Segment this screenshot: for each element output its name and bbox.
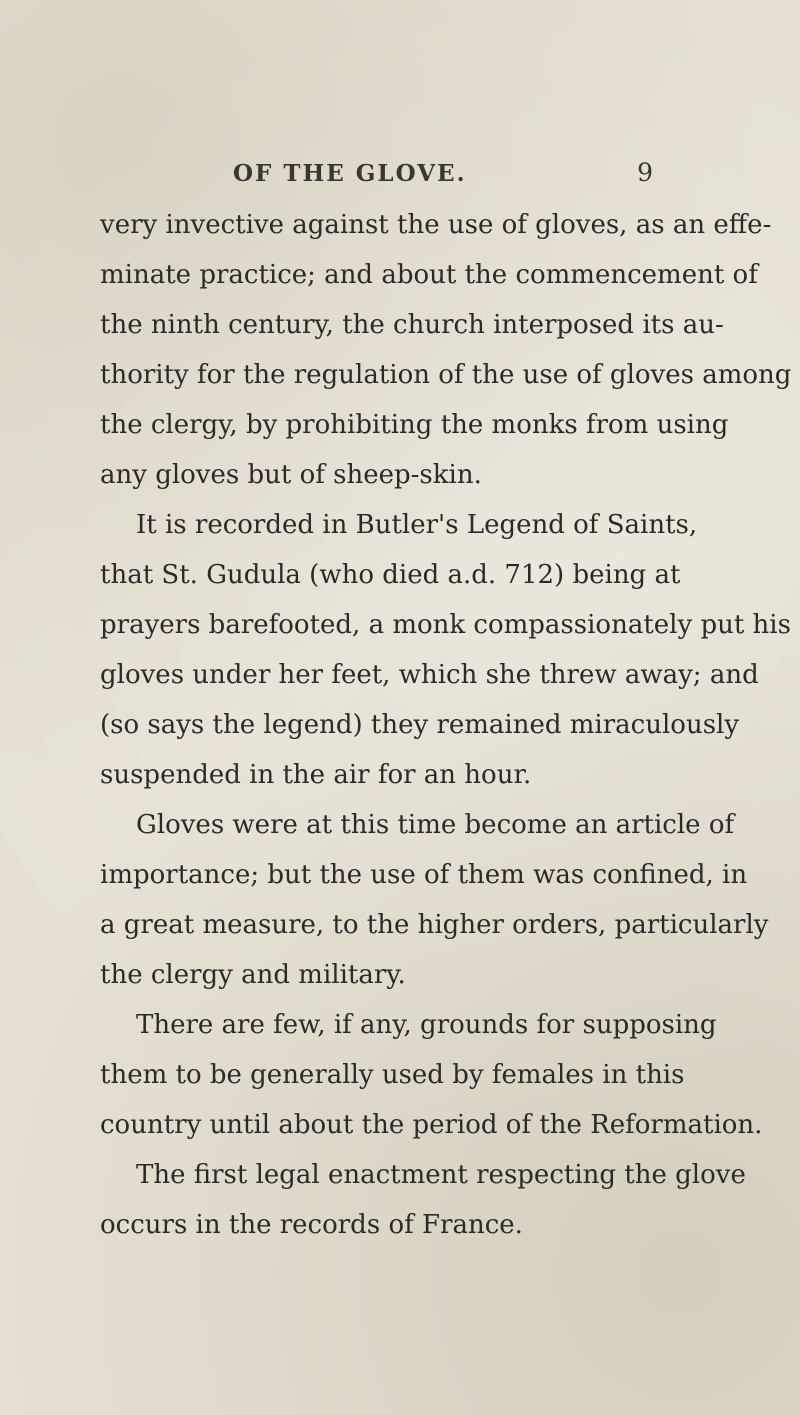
text-line: importance; but the use of them was confined, in: [100, 860, 748, 890]
text-line: a great measure, to the higher orders, particularly: [100, 910, 769, 940]
text-line: (so says the legend) they remained miraculously: [100, 710, 740, 740]
paragraph: [100, 200, 792, 500]
text-line: There are few, if any, grounds for supposing: [136, 1010, 717, 1040]
text-line: that St. Gudula (who died a.d. 712) being at: [100, 560, 681, 590]
text-line: minate practice; and about the commencement of: [100, 260, 758, 290]
text-line: The first legal enactment respecting the glove: [136, 1160, 746, 1190]
text-line: them to be generally used by females in this: [100, 1060, 685, 1090]
text-line: country until about the period of the Reformation.: [100, 1110, 763, 1140]
paragraph: [100, 1150, 746, 1250]
text-line: the clergy, by prohibiting the monks from using: [100, 410, 729, 440]
text-line: any gloves but of sheep-skin.: [100, 460, 482, 490]
paragraph: [100, 500, 791, 800]
text-line: the clergy and military.: [100, 960, 406, 990]
text-line: Gloves were at this time become an article of: [136, 810, 735, 840]
paragraph: [100, 1000, 763, 1150]
text-line: very invective against the use of gloves, as an effe-: [100, 210, 772, 240]
text-line: prayers barefooted, a monk compassionately put his: [100, 610, 791, 640]
text-line: occurs in the records of France.: [100, 1210, 523, 1240]
body-text: [100, 200, 792, 1250]
text-line: suspended in the air for an hour.: [100, 760, 532, 790]
text-line: the ninth century, the church interposed its au-: [100, 310, 724, 340]
text-line: gloves under her feet, which she threw away; and: [100, 660, 759, 690]
running-head: OF THE GLOVE.: [233, 160, 467, 187]
paragraph: [100, 800, 769, 1000]
page-header: [233, 160, 653, 192]
page-number: 9: [637, 158, 653, 187]
text-line: It is recorded in Butler's Legend of Saints,: [136, 510, 698, 540]
text-line: thority for the regulation of the use of gloves among: [100, 360, 792, 390]
